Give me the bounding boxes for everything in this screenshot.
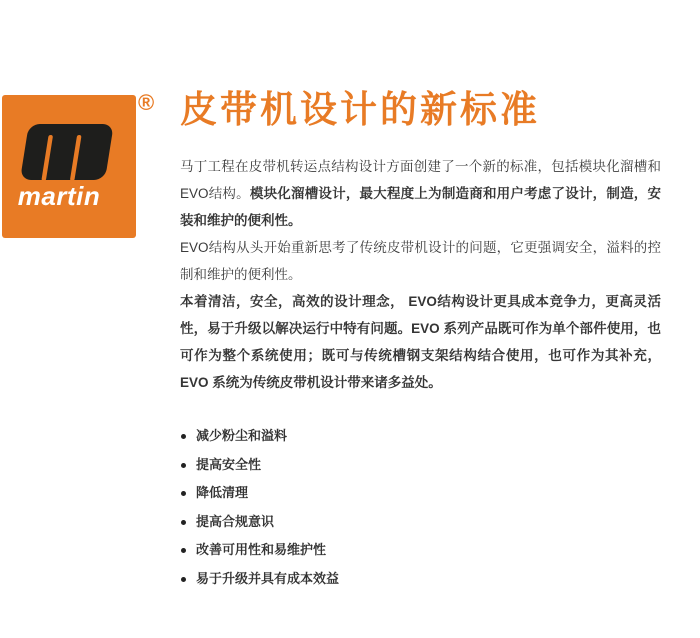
page-title: 皮带机设计的新标准	[180, 89, 540, 130]
intro-paragraph-regular: 马丁工程在皮带机转运点结构设计方面创建了一个新的标准，包括模块化溜槽和EVO结构。	[180, 159, 661, 201]
registered-trademark-icon: ®	[138, 90, 155, 115]
list-item-dust: 减少粉尘和溢料	[180, 422, 661, 451]
intro-paragraph	[180, 153, 661, 234]
martin-m-icon	[19, 123, 115, 181]
list-item-safety: 提高安全性	[180, 451, 661, 480]
list-item-compliance: 提高合规意识	[180, 508, 661, 537]
content-column	[180, 88, 661, 593]
list-item-cleanup: 降低清理	[180, 479, 661, 508]
body-text	[180, 153, 661, 396]
evo-structure-paragraph: EVO结构从头开始重新思考了传统皮带机设计的问题，它更强调安全，溢料的控制和维护的便利性。	[180, 240, 661, 282]
martin-wordmark: martin	[17, 181, 101, 211]
list-item-usability: 改善可用性和易维护性	[180, 536, 661, 565]
benefits-list	[180, 422, 661, 593]
list-item-upgrade: 易于升级并具有成本效益	[180, 565, 661, 594]
design-philosophy-paragraph: 本着清洁，安全，高效的设计理念， EVO结构设计更具成本竞争力，更高灵活性，易于升级以解决运行中特有问题。EVO 系列产品既可作为单个部件使用，也可作为整个系统使用；既可与传统槽钢支架结构结合使用，也可作为其补充，EVO 系统为传统皮带机设计带来诸多益处。	[180, 294, 661, 390]
martin-logo	[2, 95, 136, 238]
intro-paragraph-bold: 模块化溜槽设计，最大程度上为制造商和用户考虑了设计，制造，安装和维护的便利性。	[180, 186, 661, 228]
